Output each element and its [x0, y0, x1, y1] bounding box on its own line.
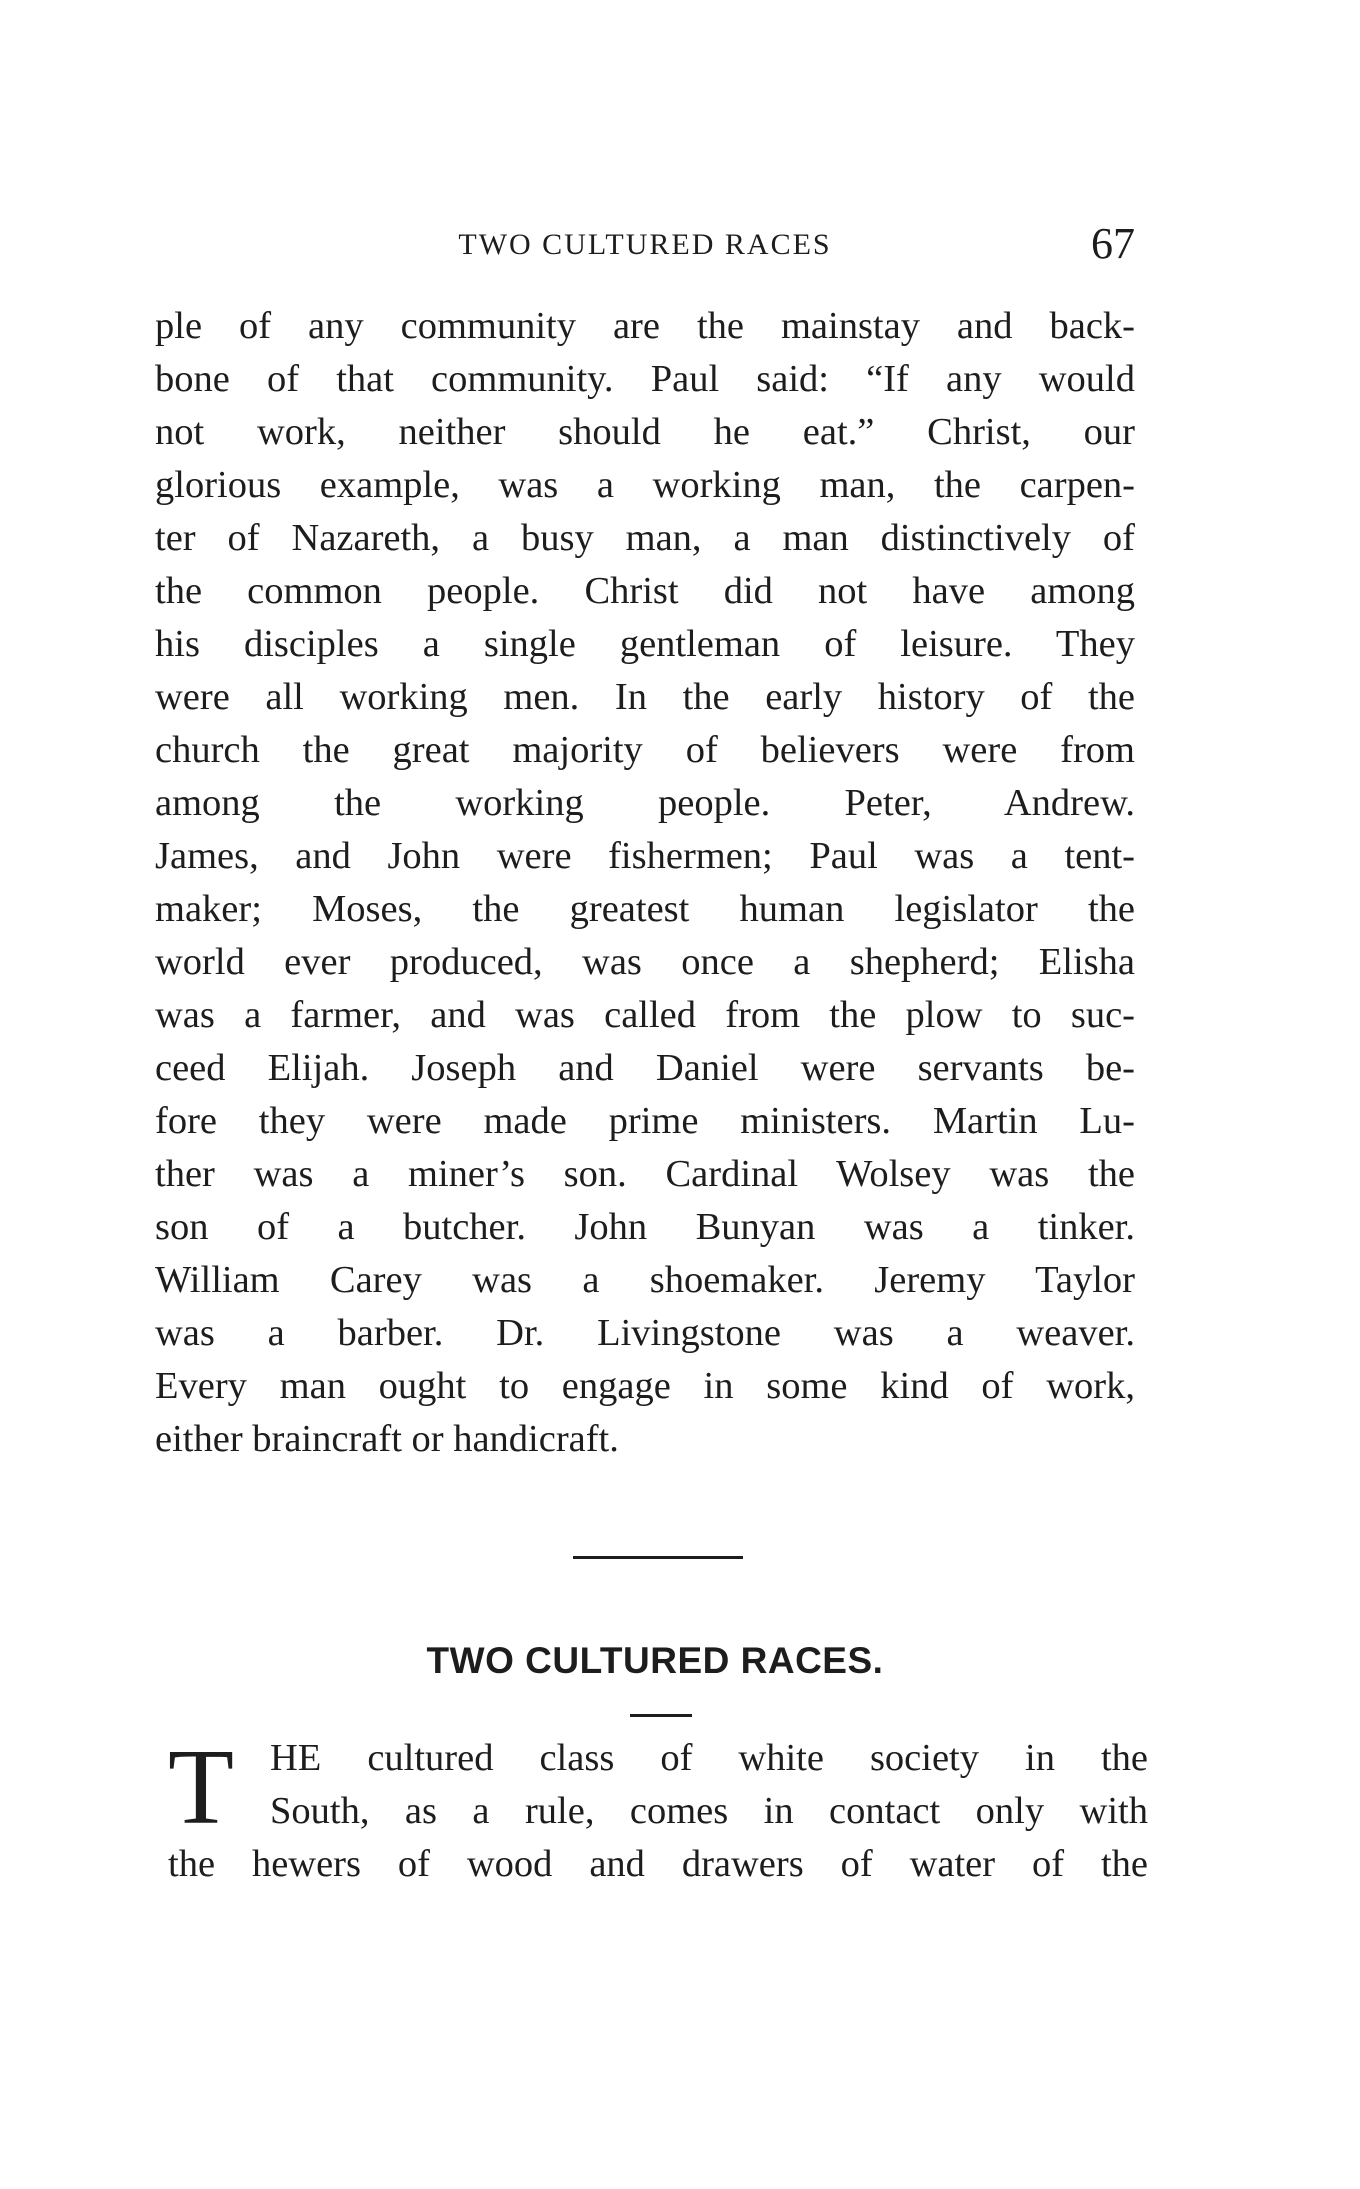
text-line: maker; Moses, the greatest human legislator the — [155, 888, 1135, 930]
text-line: ple of any community are the mainstay and back- — [155, 305, 1135, 347]
text-line: church the great majority of believers were from — [155, 729, 1135, 771]
text-line: was a farmer, and was called from the plow to suc- — [155, 994, 1135, 1036]
text-line: his disciples a single gentleman of leisure. They — [155, 623, 1135, 665]
text-line: South, as a rule, comes in contact only with — [270, 1790, 1148, 1832]
text-line: glorious example, was a working man, the carpen- — [155, 464, 1135, 506]
text-line: fore they were made prime ministers. Martin Lu- — [155, 1100, 1135, 1142]
section-title: TWO CULTURED RACES. — [426, 1640, 884, 1681]
text-line: ceed Elijah. Joseph and Daniel were servants be- — [155, 1047, 1135, 1089]
text-line: was a barber. Dr. Livingstone was a weaver. — [155, 1312, 1135, 1354]
drop-cap: T — [168, 1728, 234, 1847]
section-divider-rule — [573, 1556, 743, 1559]
text-line: the hewers of wood and drawers of water of the — [168, 1843, 1148, 1885]
text-line: Every man ought to engage in some kind of work, — [155, 1365, 1135, 1407]
text-line: bone of that community. Paul said: “If any would — [155, 358, 1135, 400]
text-line: world ever produced, was once a shepherd; Elisha — [155, 941, 1135, 983]
text-line: among the working people. Peter, Andrew. — [155, 782, 1135, 824]
text-line: William Carey was a shoemaker. Jeremy Taylor — [155, 1259, 1135, 1301]
text-line: son of a butcher. John Bunyan was a tinker. — [155, 1206, 1135, 1248]
text-line: not work, neither should he eat.” Christ, our — [155, 411, 1135, 453]
running-head — [155, 220, 1135, 270]
text-line: James, and John were fishermen; Paul was a tent- — [155, 835, 1135, 877]
page-number: 67 — [1091, 219, 1135, 268]
text-line: ter of Nazareth, a busy man, a man distinctively of — [155, 517, 1135, 559]
text-line: ther was a miner’s son. Cardinal Wolsey was the — [155, 1153, 1135, 1195]
text-line: the common people. Christ did not have among — [155, 570, 1135, 612]
body-paragraph — [155, 300, 1135, 1466]
running-title: TWO CULTURED RACES — [458, 228, 832, 261]
section-paragraph — [168, 1728, 1148, 1891]
text-line: were all working men. In the early history of the — [155, 676, 1135, 718]
text-line: HE cultured class of white society in the — [270, 1737, 1148, 1779]
text-line-last: either braincraft or handicraft. — [155, 1418, 619, 1460]
title-underline-rule — [630, 1714, 692, 1717]
